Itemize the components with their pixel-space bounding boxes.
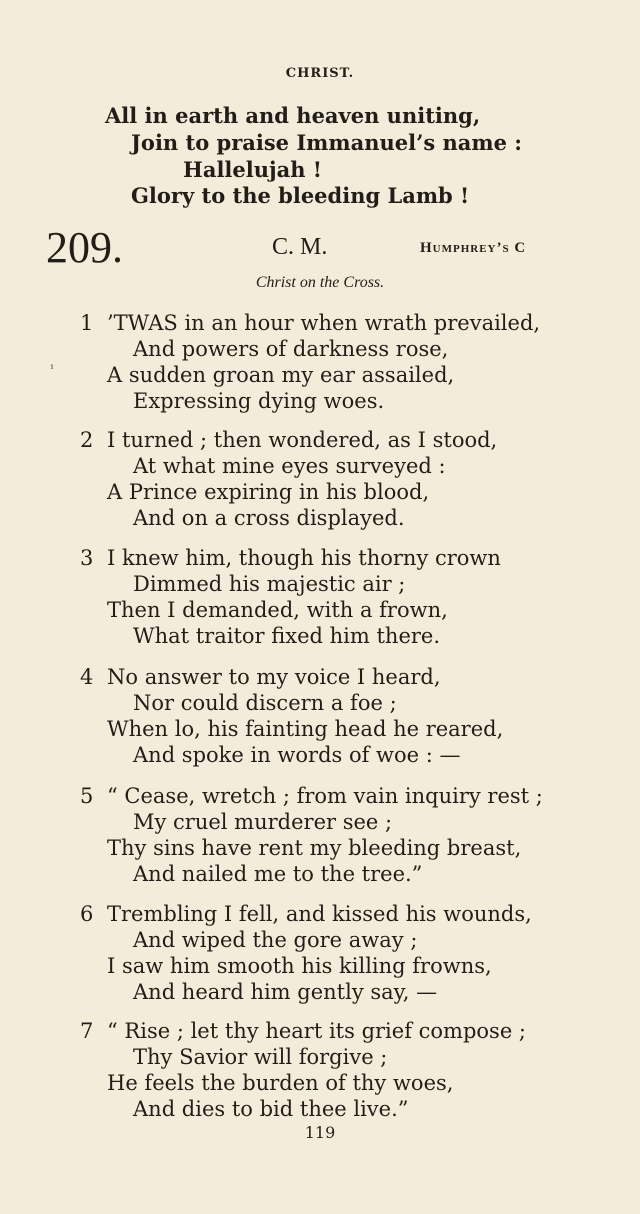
verse-line: “ Rise ; let thy heart its grief compose ; <box>107 1019 526 1043</box>
page-number: 119 <box>304 1123 336 1142</box>
verse-line: I knew him, though his thorny crown <box>107 546 501 570</box>
hymn-number: 209. <box>46 223 123 272</box>
verse-line: And dies to bid thee live.” <box>133 1097 409 1121</box>
verse-number: 5 <box>80 784 94 808</box>
verse-number: 3 <box>80 546 94 570</box>
verse-line: A Prince expiring in his blood, <box>107 480 430 504</box>
verse-line: Hallelujah ! <box>183 157 323 182</box>
verse-line: “ Cease, wretch ; from vain inquiry rest ; <box>107 784 543 808</box>
verse-line: ’TWAS in an hour when wrath prevailed, <box>107 311 541 335</box>
verse-line: Nor could discern a foe ; <box>133 691 397 715</box>
verse-line: Glory to the bleeding Lamb ! <box>131 183 470 208</box>
hymn-subtitle: Christ on the Cross. <box>255 274 385 291</box>
verse-number: 4 <box>80 665 94 689</box>
verse-line: At what mine eyes surveyed : <box>133 454 446 478</box>
verse-line: Join to praise Immanuel’s name : <box>131 130 523 155</box>
verse-number: 2 <box>80 428 94 452</box>
verse-line: And heard him gently say, — <box>133 980 438 1004</box>
stray-mark: ¹ <box>50 364 55 375</box>
verse-line: I turned ; then wondered, as I stood, <box>107 428 498 452</box>
verse-line: All in earth and heaven uniting, <box>105 103 481 128</box>
verse-line: Thy sins have rent my bleeding breast, <box>107 836 522 860</box>
verse-line: Then I demanded, with a frown, <box>107 598 448 622</box>
verse-line: My cruel murderer see ; <box>133 810 393 834</box>
verse-line: Trembling I fell, and kissed his wounds, <box>107 902 532 926</box>
verse-line: And powers of darkness rose, <box>133 337 449 361</box>
verse-line: Expressing dying woes. <box>133 389 385 413</box>
verse-line: A sudden groan my ear assailed, <box>107 363 455 387</box>
verse-line: And nailed me to the tree.” <box>133 862 423 886</box>
verse-line: When lo, his fainting head he reared, <box>107 717 504 741</box>
verse-number: 7 <box>80 1019 94 1043</box>
tune-name: Humphrey’s C <box>420 240 527 256</box>
running-head: CHRIST. <box>285 66 355 81</box>
verse-line: Thy Savior will forgive ; <box>133 1045 388 1069</box>
verse-line: He feels the burden of thy woes, <box>107 1071 454 1095</box>
verse-line: No answer to my voice I heard, <box>107 665 441 689</box>
hymn-meter: C. M. <box>272 234 328 260</box>
verse-number: 6 <box>80 902 94 926</box>
verse-line: Dimmed his majestic air ; <box>133 572 406 596</box>
verse-line: I saw him smooth his killing frowns, <box>107 954 492 978</box>
verse-line: What traitor fixed him there. <box>133 624 441 648</box>
verse-line: And on a cross displayed. <box>133 506 405 530</box>
verse-line: And wiped the gore away ; <box>133 928 418 952</box>
verse-line: And spoke in words of woe : — <box>133 743 461 767</box>
verse-number: 1 <box>80 311 94 335</box>
